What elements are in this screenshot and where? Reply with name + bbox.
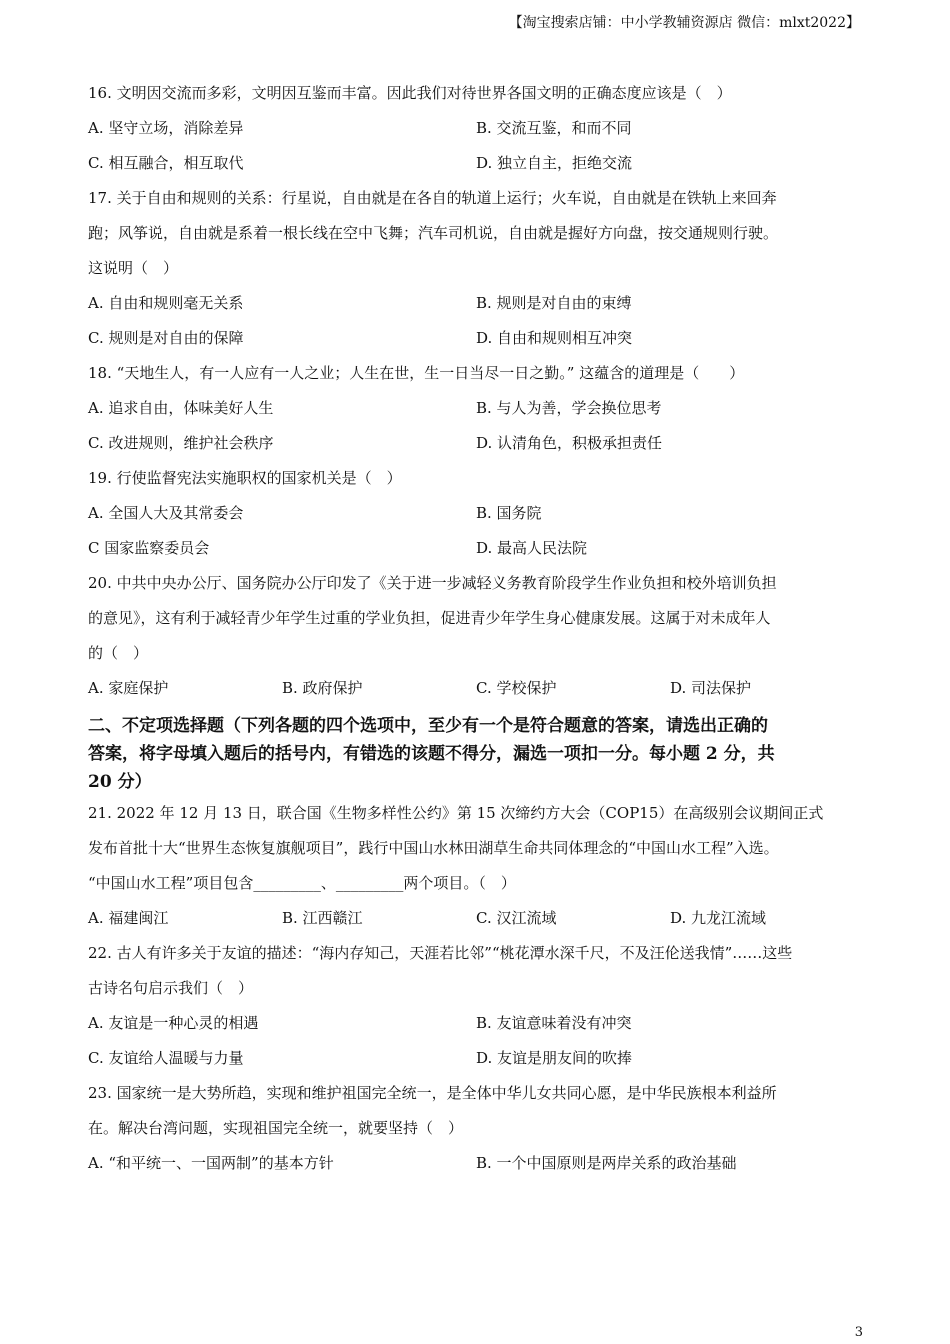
question-text: “中国山水工程”项目包含_________、_________两个项目。（ ） xyxy=(88,874,516,892)
answer-option: D. 九龙江流域 xyxy=(670,909,767,927)
options-row xyxy=(88,426,864,461)
options-row xyxy=(88,286,864,321)
question-text: 22. 古人有许多关于友谊的描述：“海内存知己，天涯若比邻”“桃花潭水深千尺，不及汪伦送我情”……这些 xyxy=(88,944,793,962)
answer-option: C. 规则是对自由的保障 xyxy=(88,329,244,347)
answer-option: B. 规则是对自由的束缚 xyxy=(476,294,632,312)
answer-option: B. 江西赣江 xyxy=(282,909,363,927)
question-text: 21. 2022 年 12 月 13 日，联合国《生物多样性公约》第 15 次缔约方大会（COP15）在高级别会议期间正式 xyxy=(88,804,824,822)
question-item xyxy=(88,566,864,706)
question-text: 发布首批十大“世界生态恢复旗舰项目”，践行中国山水林田湖草生命共同体理念的“中国山水工程”入选。 xyxy=(88,839,779,857)
answer-option: A. 自由和规则毫无关系 xyxy=(88,294,244,312)
answer-option: C 国家监察委员会 xyxy=(88,539,210,557)
answer-option: D. 独立自主，拒绝交流 xyxy=(476,154,633,172)
answer-option: A. 家庭保护 xyxy=(88,679,169,697)
options-row xyxy=(88,901,864,936)
question-text: 17. 关于自由和规则的关系：行星说，自由就是在各自的轨道上运行；火车说，自由就是在铁轨上来回奔 xyxy=(88,189,777,207)
answer-option: D. 自由和规则相互冲突 xyxy=(476,329,633,347)
answer-option: D. 司法保护 xyxy=(670,679,752,697)
answer-option: B. 一个中国原则是两岸关系的政治基础 xyxy=(476,1154,737,1172)
page-number: 3 xyxy=(854,1325,863,1340)
question-text: 16. 文明因交流而多彩，文明因互鉴而丰富。因此我们对待世界各国文明的正确态度应该是（ ） xyxy=(88,84,732,102)
answer-option: B. 国务院 xyxy=(476,504,542,522)
question-item xyxy=(88,461,864,566)
question-text: 在。解决台湾问题，实现祖国完全统一，就要坚持（ ） xyxy=(88,1119,464,1137)
question-text: 古诗名句启示我们（ ） xyxy=(88,979,254,997)
answer-option: C. 改进规则，维护社会秩序 xyxy=(88,434,274,452)
answer-option: D. 友谊是朋友间的吹捧 xyxy=(476,1049,633,1067)
answer-option: A. 友谊是一种心灵的相遇 xyxy=(88,1014,259,1032)
question-item xyxy=(88,796,864,936)
question-item xyxy=(88,356,864,461)
answer-option: C. 相互融合，相互取代 xyxy=(88,154,244,172)
section-heading-line: 答案，将字母填入题后的括号内，有错选的该题不得分，漏选一项扣一分。每小题 2 分，共 xyxy=(88,744,775,764)
answer-option: B. 交流互鉴，和而不同 xyxy=(476,119,632,137)
answer-option: D. 认清角色，积极承担责任 xyxy=(476,434,663,452)
answer-option: A. 追求自由，体味美好人生 xyxy=(88,399,274,417)
options-row xyxy=(88,496,864,531)
question-text: 跑；风筝说，自由就是系着一根长线在空中飞舞；汽车司机说，自由就是握好方向盘，按交通规则行驶。 xyxy=(88,224,779,242)
question-text: 23. 国家统一是大势所趋，实现和维护祖国完全统一，是全体中华儿女共同心愿，是中华民族根本利益所 xyxy=(88,1084,777,1102)
answer-option: A. 坚守立场，消除差异 xyxy=(88,119,244,137)
answer-option: B. 政府保护 xyxy=(282,679,363,697)
section-heading-line: 二、不定项选择题（下列各题的四个选项中，至少有一个是符合题意的答案，请选出正确的 xyxy=(88,716,768,736)
options-row xyxy=(88,671,864,706)
answer-option: A. 福建闽江 xyxy=(88,909,169,927)
question-text: 的意见》，这有利于减轻青少年学生过重的学业负担，促进青少年学生身心健康发展。这属于对未成年人 xyxy=(88,609,771,627)
options-row xyxy=(88,111,864,146)
page-header: 【淘宝搜索店铺：中小学教辅资源店 微信：mlxt2022】 xyxy=(508,15,860,31)
section-heading-line: 20 分） xyxy=(88,772,152,792)
answer-option: B. 友谊意味着没有冲突 xyxy=(476,1014,632,1032)
question-item xyxy=(88,936,864,1076)
options-row xyxy=(88,531,864,566)
question-text: 20. 中共中央办公厅、国务院办公厅印发了《关于进一步减轻义务教育阶段学生作业负担和校外培训负担 xyxy=(88,574,777,592)
question-text: 的（ ） xyxy=(88,644,149,662)
question-item xyxy=(88,1076,864,1181)
document-body xyxy=(88,76,864,1181)
options-row xyxy=(88,1041,864,1076)
answer-option: D. 最高人民法院 xyxy=(476,539,588,557)
question-text: 18. “天地生人，有一人应有一人之业；人生在世，生一日当尽一日之勤。” 这蕴含的道理是（ ） xyxy=(88,364,745,382)
question-text: 19. 行使监督宪法实施职权的国家机关是（ ） xyxy=(88,469,402,487)
answer-option: C. 汉江流域 xyxy=(476,909,557,927)
answer-option: C. 学校保护 xyxy=(476,679,557,697)
question-group-2 xyxy=(88,796,864,1181)
question-text: 这说明（ ） xyxy=(88,259,179,277)
question-group-1 xyxy=(88,76,864,706)
answer-option: C. 友谊给人温暖与力量 xyxy=(88,1049,244,1067)
answer-option: A. 全国人大及其常委会 xyxy=(88,504,244,522)
answer-option: A. “和平统一、一国两制”的基本方针 xyxy=(88,1154,334,1172)
options-row xyxy=(88,1146,864,1181)
answer-option: B. 与人为善，学会换位思考 xyxy=(476,399,662,417)
options-row xyxy=(88,1006,864,1041)
question-item xyxy=(88,181,864,356)
options-row xyxy=(88,321,864,356)
options-row xyxy=(88,391,864,426)
section-heading xyxy=(88,712,864,796)
question-item xyxy=(88,76,864,181)
options-row xyxy=(88,146,864,181)
